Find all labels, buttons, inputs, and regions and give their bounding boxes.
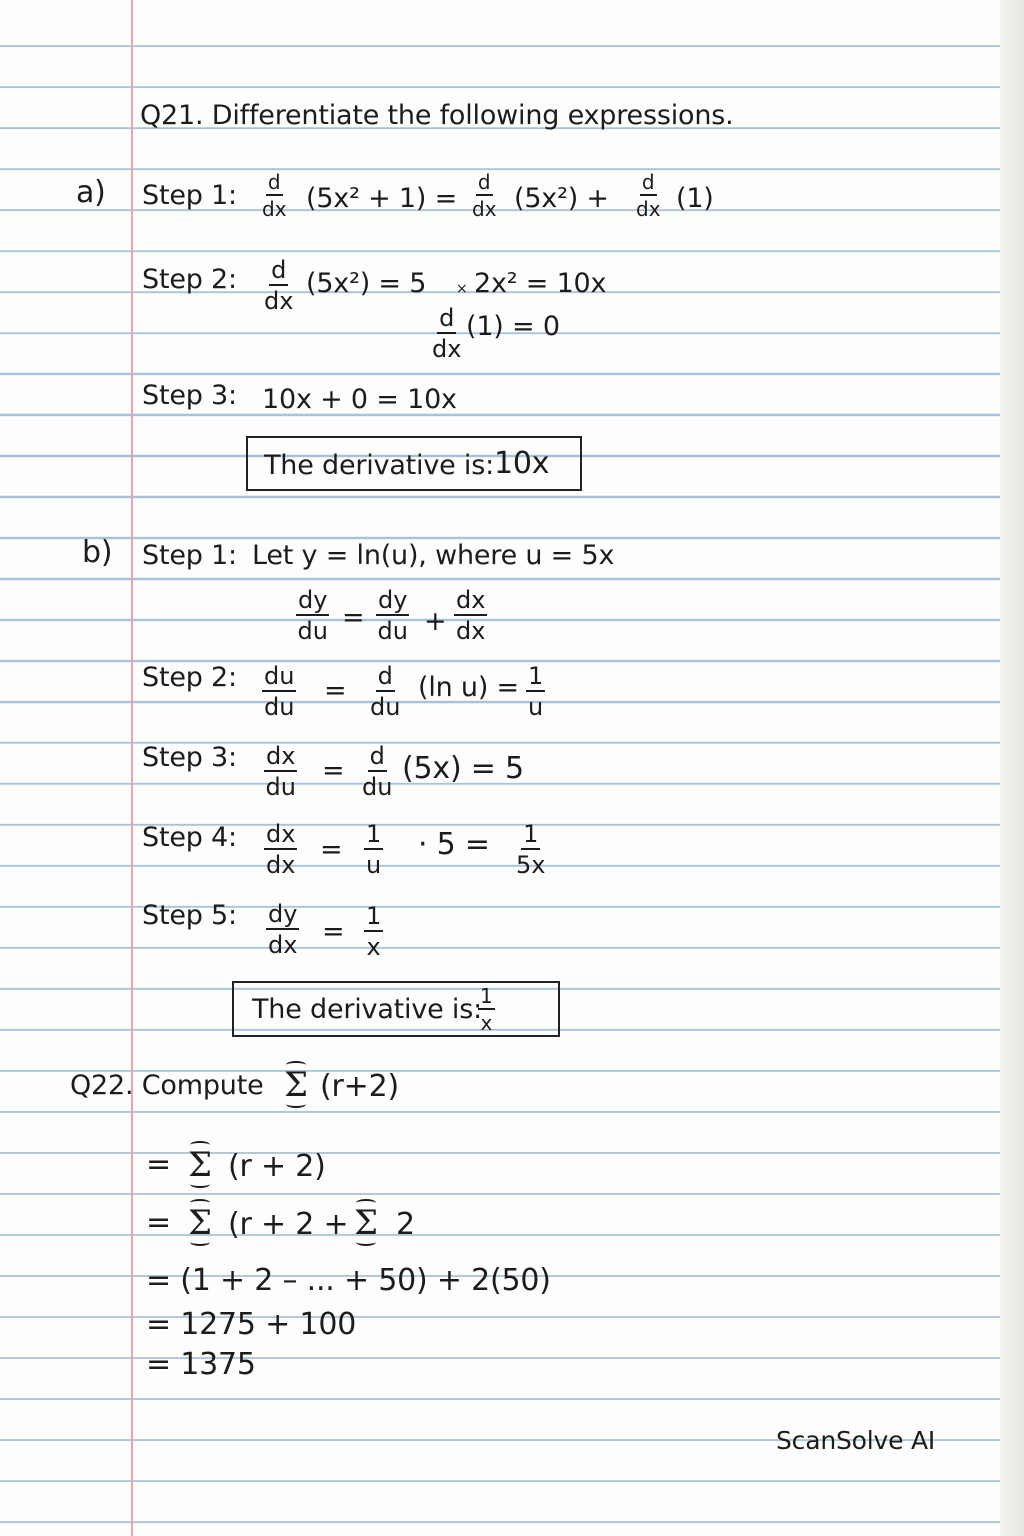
a-step2-expr2: 2x² = 10x bbox=[474, 268, 607, 299]
q22-line2-eq: = bbox=[146, 1205, 171, 1240]
b-step1-frac-2: $\frac{dy}{du}$ bbox=[377, 586, 408, 645]
b-step5-eq: = bbox=[322, 916, 345, 947]
a-step1-frac-3: $\frac{d}{dx}$ bbox=[636, 170, 661, 221]
b-step2-frac-2: $\frac{d}{du}$ bbox=[370, 662, 401, 721]
q22-line5: = 1375 bbox=[146, 1347, 256, 1382]
a-step1-label: Step 1: bbox=[142, 180, 237, 211]
a-step2-frac-1: $\frac{d}{dx}$ bbox=[264, 256, 294, 315]
a-answer-box bbox=[246, 436, 582, 491]
b-step4-eq: = bbox=[320, 834, 343, 865]
a-step1-expr1: (5x² + 1) = bbox=[306, 183, 458, 214]
q22-line4: = 1275 + 100 bbox=[146, 1307, 357, 1342]
b-step4-frac-1: $\frac{dx}{dx}$ bbox=[266, 820, 296, 879]
q22-line3: = (1 + 2 – ... + 50) + 2(50) bbox=[146, 1263, 551, 1298]
b-step2-expr: (ln u) = bbox=[418, 672, 519, 703]
b-answer-label: The derivative is: bbox=[252, 994, 483, 1025]
a-step2-expr1: (5x²) = 5 bbox=[306, 268, 427, 299]
part-b-label: b) bbox=[82, 535, 113, 570]
b-step4-label: Step 4: bbox=[142, 822, 237, 853]
sigma-symbol: Σ bbox=[284, 1065, 309, 1105]
a-step1-frac-2: $\frac{d}{dx}$ bbox=[472, 170, 497, 221]
b-step5-frac-2: $\frac{1}{x}$ bbox=[366, 902, 382, 961]
b-step1-frac-3: $\frac{dx}{dx}$ bbox=[456, 586, 486, 645]
b-step2-frac-3: $\frac{1}{u}$ bbox=[528, 662, 544, 721]
b-step4-frac-2: $\frac{1}{u}$ bbox=[366, 820, 382, 879]
margin-line bbox=[131, 0, 133, 1536]
b-step2-label: Step 2: bbox=[142, 662, 237, 693]
q22-line1-expr: (r + 2) bbox=[228, 1149, 326, 1184]
a-step1-expr2: (5x²) + bbox=[514, 183, 609, 214]
q22-header-expr: (r+2) bbox=[320, 1069, 399, 1104]
a-step3-expr: 10x + 0 = 10x bbox=[262, 384, 457, 415]
b-step5-label: Step 5: bbox=[142, 900, 237, 931]
q22-line2-expr: (r + 2 + bbox=[228, 1207, 349, 1242]
part-a-label: a) bbox=[76, 175, 106, 210]
b-step2-eq: = bbox=[324, 675, 347, 706]
sigma-symbol: Σ bbox=[188, 1145, 213, 1185]
b-step1-frac-1: $\frac{dy}{du}$ bbox=[297, 586, 328, 645]
b-step5-frac-1: $\frac{dy}{dx}$ bbox=[268, 900, 298, 959]
a-step1-expr3: (1) bbox=[676, 183, 714, 214]
b-step3-label: Step 3: bbox=[142, 742, 237, 773]
a-step2-line2: (1) = 0 bbox=[466, 311, 560, 342]
sigma-symbol: Σ bbox=[188, 1203, 213, 1243]
b-step1-eq: = bbox=[342, 602, 365, 633]
b-step4-dot5: · 5 = bbox=[418, 827, 490, 862]
b-step3-frac-1: $\frac{dx}{du}$ bbox=[265, 742, 296, 801]
footer-brand: ScanSolve AI bbox=[776, 1426, 936, 1455]
b-step4-frac-3: $\frac{1}{5x}$ bbox=[516, 820, 546, 879]
b-answer-frac: $\frac{1}{x}$ bbox=[480, 984, 493, 1035]
a-step2-frac-2: $\frac{d}{dx}$ bbox=[432, 304, 462, 363]
b-step3-eq: = bbox=[322, 755, 345, 786]
a-step1-frac-1: $\frac{d}{dx}$ bbox=[262, 170, 287, 221]
b-answer-box bbox=[232, 981, 560, 1037]
q22-line1-eq: = bbox=[146, 1147, 171, 1182]
b-step1-plus: + bbox=[424, 606, 447, 637]
q22-line2-expr2: 2 bbox=[396, 1207, 415, 1242]
b-step1-label: Step 1: bbox=[142, 540, 237, 571]
b-step1-expr: Let y = ln(u), where u = 5x bbox=[252, 540, 615, 571]
b-step3-expr: (5x) = 5 bbox=[402, 751, 524, 786]
b-step3-frac-2: $\frac{d}{du}$ bbox=[362, 742, 393, 801]
q21-title: Q21. Differentiate the following expressions. bbox=[140, 100, 734, 131]
a-step2-times: × bbox=[456, 281, 468, 297]
q22-title: Q22. Compute bbox=[70, 1070, 264, 1101]
a-step2-label: Step 2: bbox=[142, 264, 237, 295]
sigma-symbol: Σ bbox=[354, 1203, 379, 1243]
b-step2-frac-1: $\frac{du}{du}$ bbox=[264, 662, 295, 721]
a-step3-label: Step 3: bbox=[142, 380, 237, 411]
a-answer-value: 10x bbox=[494, 446, 550, 481]
a-answer-label: The derivative is: bbox=[264, 450, 495, 481]
